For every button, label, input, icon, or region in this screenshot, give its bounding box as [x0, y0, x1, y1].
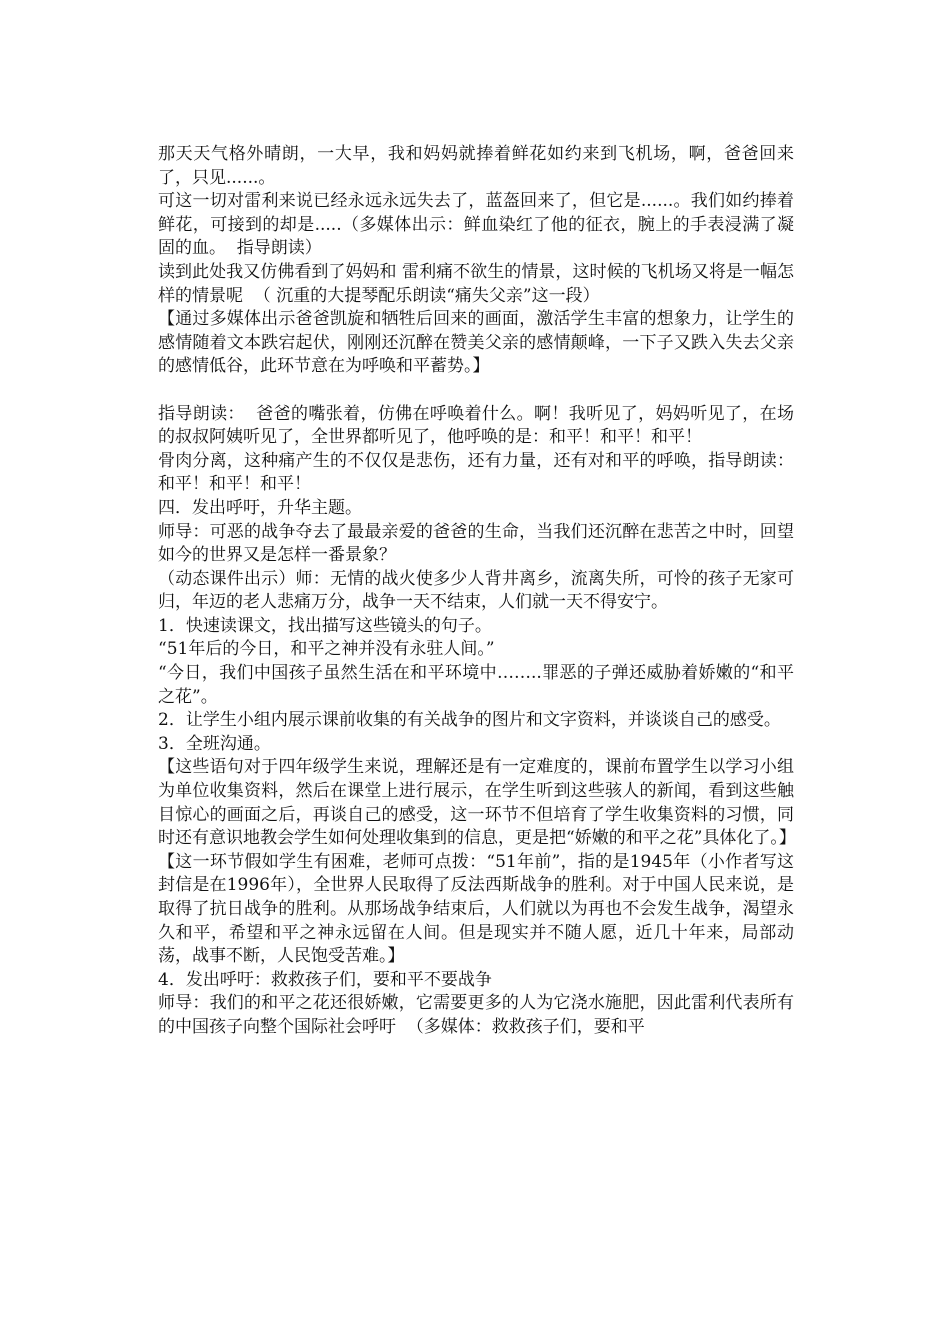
list-item-2: 2．让学生小组内展示课前收集的有关战争的图片和文字资料，并谈谈自己的感受。 [158, 710, 781, 731]
paragraph-arrival-scene: 那天天气格外晴朗，一大早，我和妈妈就捧着鲜花如约来到飞机场，啊，爸爸回来了，只见......。 [158, 144, 794, 188]
document-body [158, 143, 794, 1040]
paragraph-teaching-note-2: 【这些语句对于四年级学生来说，理解还是有一定难度的，课前布置学生以学习小组为单位收集资料，然后在课堂上进行展示，在学生听到这些骇人的新闻，看到这些触目惊心的画面之后，再谈自己的感受，这一环节不但培育了学生收集资料的习惯，同时还有意识地教会学生如何处理收集到的信息，更是把“娇嫩的和平之花”具体化了。】 [158, 757, 796, 849]
paragraph-teacher-guide-2: 师导：我们的和平之花还很娇嫩，它需要更多的人为它浇水施肥，因此雷利代表所有的中国孩子向整个国际社会呼吁 （多媒体：救救孩子们，要和平 [158, 993, 794, 1037]
paragraph-teaching-note-1: 【通过多媒体出示爸爸凯旋和牺牲后回来的画面，激活学生丰富的想象力，让学生的感情随着文本跌宕起伏，刚刚还沉醉在赞美父亲的感情颠峰，一下子又跌入失去父亲的感情低谷，此环节意在为呼唤和平蓄势。】 [158, 309, 794, 377]
list-item-4: 4．发出呼吁：救救孩子们，要和平不要战争 [158, 969, 492, 990]
list-item-3: 3．全班沟通。 [158, 733, 271, 754]
quote-2: “今日，我们中国孩子虽然生活在和平环境中……..罪恶的子弹还威胁着娇嫩的“和平之花”。 [158, 663, 794, 707]
paragraph-guided-reading: 指导朗读： 爸爸的嘴张着，仿佛在呼唤着什么。啊！我听见了，妈妈听见了，在场的叔叔阿姨听见了，全世界都听见了，他呼唤的是：和平！和平！和平！ [158, 403, 794, 448]
paragraph-loss: 可这一切对雷利来说已经永远永远失去了，蓝盔回来了，但它是......。我们如约捧着鲜花，可接到的却是.....（多媒体出示：鲜血染红了他的征衣，腕上的手表浸满了凝固的血。 指导朗读） [158, 191, 794, 259]
section-heading-4: 四．发出呼吁，升华主题。 [158, 497, 362, 518]
paragraph-teacher-guide-1: 师导：可恶的战争夺去了最最亲爱的爸爸的生命，当我们还沉醉在悲苦之中时，回望如今的世界又是怎样一番景象？ [158, 521, 794, 566]
paragraph-airport-scene: 读到此处我又仿佛看到了妈妈和 雷利痛不欲生的情景，这时候的飞机场又将是一幅怎样的情景呢 （ 沉重的大提琴配乐朗读“痛失父亲”这一段） [158, 261, 794, 306]
paragraph-separation: 骨肉分离，这种痛产生的不仅仅是悲伤，还有力量，还有对和平的呼唤，指导朗读：和平！和平！和平！ [158, 450, 794, 495]
quote-1: “51年后的今日，和平之神并没有永驻人间。” [158, 639, 495, 660]
list-item-1: 1．快速读课文，找出描写这些镜头的句子。 [158, 615, 492, 636]
paragraph-courseware: （动态课件出示）师：无情的战火使多少人背井离乡，流离失所，可怜的孩子无家可归，年迈的老人悲痛万分，战争一天不结束，人们就一天不得安宁。 [158, 568, 794, 613]
paragraph-teaching-note-3: 【这一环节假如学生有困难，老师可点拨：“51年前”，指的是1945年（小作者写这封信是在1996年），全世界人民取得了反法西斯战争的胜利。对于中国人民来说，是取得了抗日战争的胜利。从那场战争结束后，人们就以为再也不会发生战争，渴望永久和平，希望和平之神永远留在人间。但是现实并不随人愿，近几十年来，局部动荡，战事不断，人民饱受苦难。】 [158, 851, 794, 967]
blank-line [158, 379, 794, 403]
